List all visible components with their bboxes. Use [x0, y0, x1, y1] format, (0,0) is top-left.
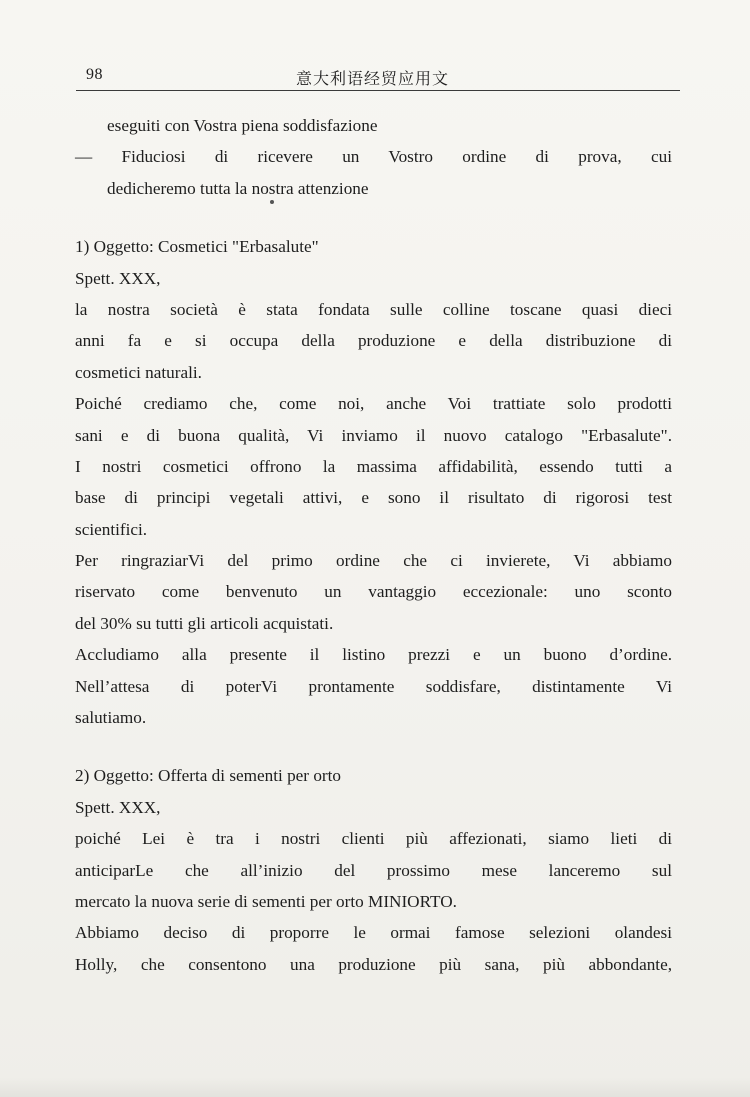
text-line: Per ringraziarVi del primo ordine che ci invierete, Vi abbiamo	[75, 551, 672, 571]
text-line: mercato la nuova serie di sementi per orto MINIORTO.	[75, 891, 457, 911]
letter-subject: 1) Oggetto: Cosmetici "Erbasalute"	[75, 237, 319, 257]
text-line: Holly, che consentono una produzione più sana, più abbondante,	[75, 954, 672, 974]
text-line: Accludiamo alla presente il listino prezzi e un buono d’ordine.	[75, 645, 672, 665]
text-line: Poiché crediamo che, come noi, anche Voi trattiate solo prodotti	[75, 394, 672, 414]
text-line: salutiamo.	[75, 708, 147, 728]
text-line: riservato come benvenuto un vantaggio eccezionale: uno sconto	[75, 582, 672, 602]
body-text	[75, 110, 672, 980]
text-line: anticiparLe che all’inizio del prossimo mese lanceremo sul	[75, 860, 672, 880]
page-bottom-shade	[0, 1077, 750, 1097]
letter-salutation: Spett. XXX,	[75, 268, 161, 288]
text-line: sani e di buona qualità, Vi inviamo il nuovo catalogo "Erbasalute".	[75, 425, 672, 445]
text-line: cosmetici naturali.	[75, 362, 202, 382]
text-line: anni fa e si occupa della produzione e della distribuzione di	[75, 331, 672, 351]
text-line: la nostra società è stata fondata sulle colline toscane quasi dieci	[75, 299, 672, 319]
blank-line	[75, 204, 672, 231]
page-number: 98	[86, 66, 103, 83]
letter-salutation: Spett. XXX,	[75, 797, 161, 817]
text-line: I nostri cosmetici offrono la massima affidabilità, essendo tutti a	[75, 456, 672, 476]
text-line: — Fiduciosi di ricevere un Vostro ordine di prova, cui	[75, 147, 672, 167]
text-line: dedicheremo tutta la nostra attenzione	[107, 178, 369, 198]
blank-line	[75, 733, 672, 760]
running-title: 意大利语经贸应用文	[296, 71, 450, 88]
text-line: poiché Lei è tra i nostri clienti più affezionati, siamo lieti di	[75, 829, 672, 849]
letter-subject: 2) Oggetto: Offerta di sementi per orto	[75, 766, 342, 786]
text-line: Nell’attesa di poterVi prontamente soddisfare, distintamente Vi	[75, 676, 672, 696]
text-line: scientifici.	[75, 519, 148, 539]
text-line: Abbiamo deciso di proporre le ormai famose selezioni olandesi	[75, 923, 672, 943]
text-line: eseguiti con Vostra piena soddisfazione	[107, 116, 378, 135]
page-header	[76, 62, 680, 91]
text-line: base di principi vegetali attivi, e sono il risultato di rigorosi test	[75, 488, 672, 508]
text-line: del 30% su tutti gli articoli acquistati.	[75, 613, 334, 633]
